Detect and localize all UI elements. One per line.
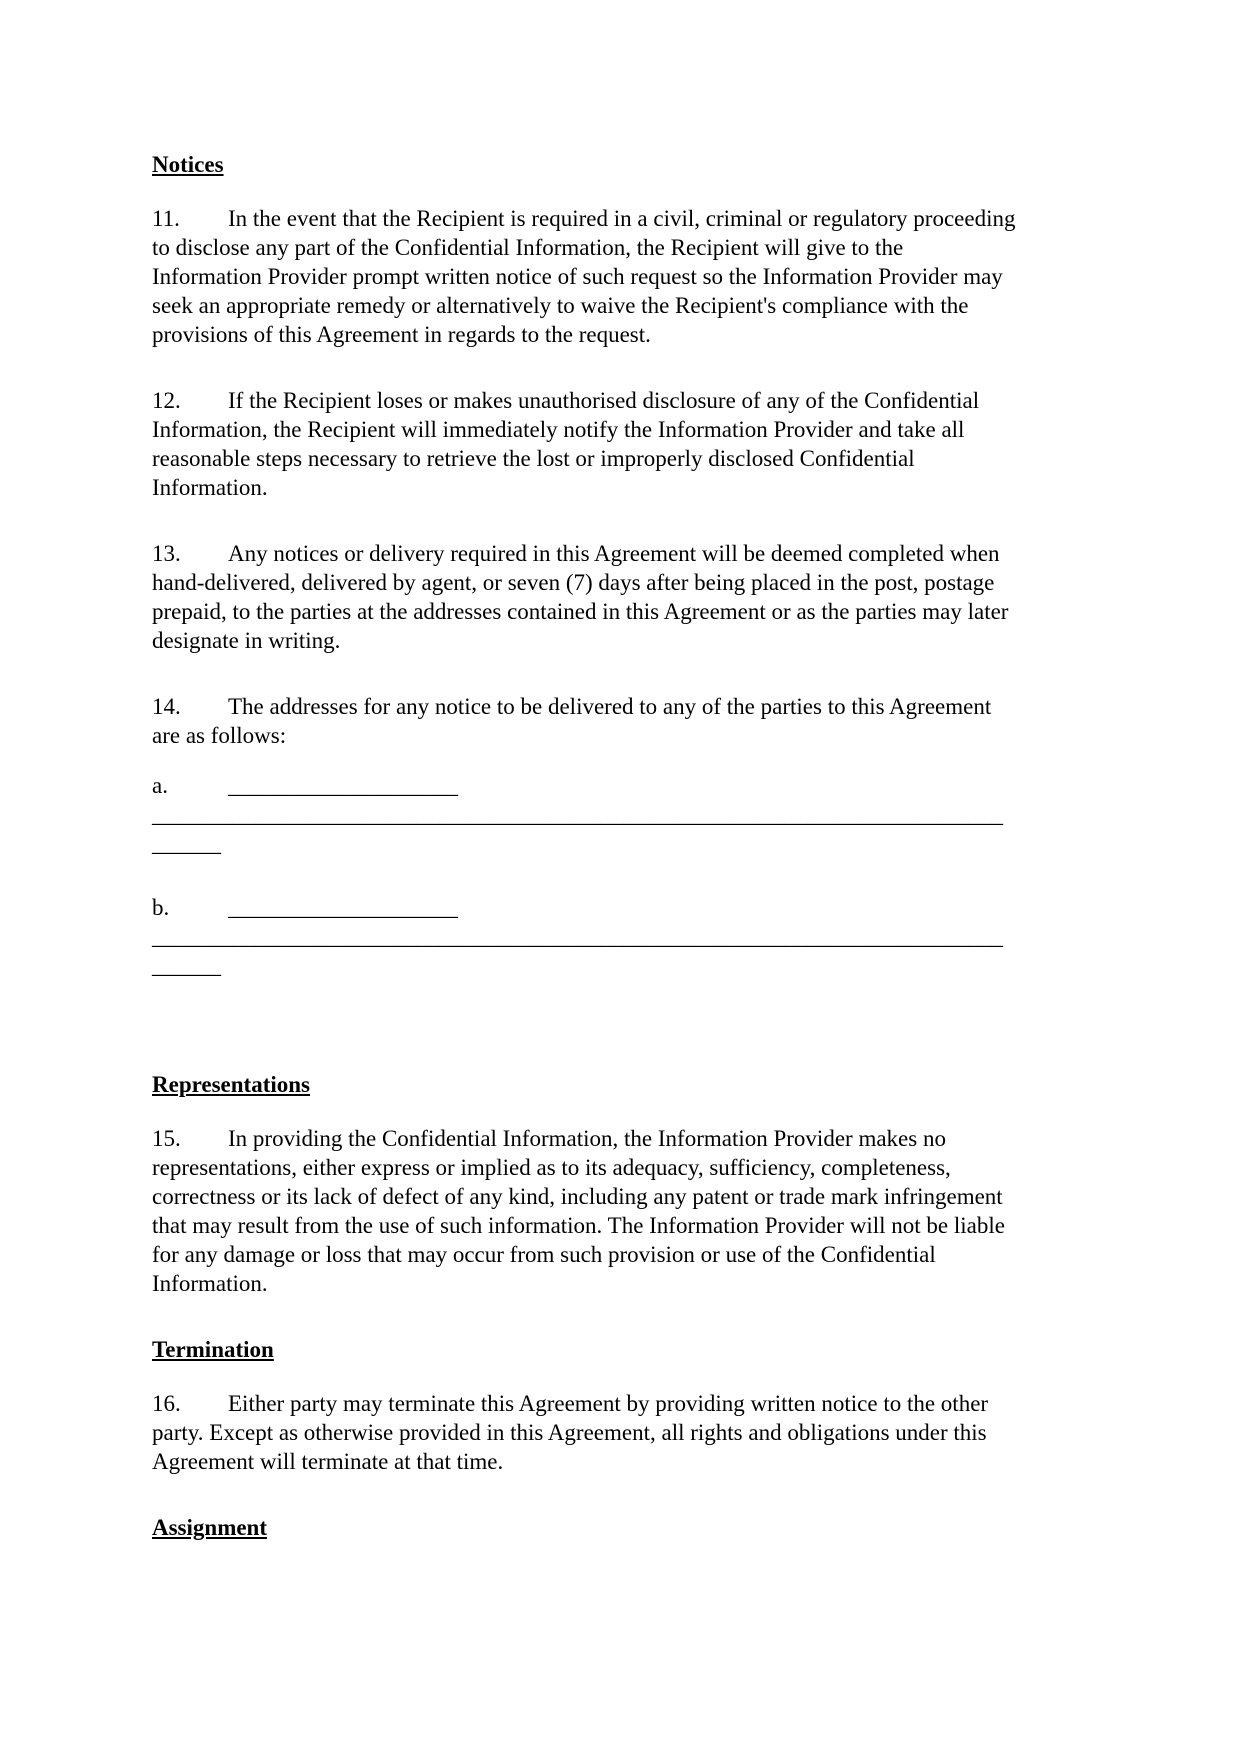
clause-12-line-1 xyxy=(152,386,1092,415)
clause-number: 12. xyxy=(152,388,181,413)
clause-number: 13. xyxy=(152,541,181,566)
clause-text: The addresses for any notice to be delivered to any of the parties to this Agreement xyxy=(228,694,992,719)
clause-12-line-2: Information, the Recipient will immediately notify the Information Provider and take all xyxy=(152,417,965,442)
clause-15-line-3: correctness or its lack of defect of any kind, including any patent or trade mark infringement xyxy=(152,1184,1003,1209)
clause-number: 16. xyxy=(152,1391,181,1416)
address-name-blank: ____________________ xyxy=(228,895,458,920)
clause-11-line-2: to disclose any part of the Confidential Information, the Recipient will give to the xyxy=(152,235,904,260)
clause-text: If the Recipient loses or makes unauthorised disclosure of any of the Confidential xyxy=(228,388,980,413)
clause-12-line-3: reasonable steps necessary to retrieve the lost or improperly disclosed Confidential xyxy=(152,446,915,471)
clause-14-line-2: are as follows: xyxy=(152,723,287,748)
address-b-line-blank: __________________________________________________________________________ xyxy=(152,924,1003,949)
clause-15-line-1 xyxy=(152,1124,1092,1153)
clause-15-line-6: Information. xyxy=(152,1271,268,1296)
clause-number: 14. xyxy=(152,694,181,719)
clause-text: In providing the Confidential Information, the Information Provider makes no xyxy=(228,1126,946,1151)
clause-12-line-4: Information. xyxy=(152,475,268,500)
clause-14-line-1 xyxy=(152,692,1092,721)
clause-11-line-3: Information Provider prompt written notice of such request so the Information Provider may xyxy=(152,264,1003,289)
clause-15 xyxy=(152,1124,1092,1298)
clause-15-line-5: for any damage or loss that may occur from such provision or use of the Confidential xyxy=(152,1242,936,1267)
clause-text: Either party may terminate this Agreement by providing written notice to the other xyxy=(228,1391,989,1416)
address-a-line-blank: __________________________________________________________________________ xyxy=(152,802,1003,827)
clause-13-line-2: hand-delivered, delivered by agent, or seven (7) days after being placed in the post, postage xyxy=(152,570,995,595)
address-name-blank: ____________________ xyxy=(228,773,458,798)
clause-13-line-3: prepaid, to the parties at the addresses contained in this Agreement or as the parties may later xyxy=(152,599,1009,624)
address-b-end-blank: ______ xyxy=(152,953,221,978)
clause-text: Any notices or delivery required in this Agreement will be deemed completed when xyxy=(228,541,1000,566)
clause-16-line-1 xyxy=(152,1389,1092,1418)
clause-16-line-3: Agreement will terminate at that time. xyxy=(152,1449,504,1474)
clause-16-line-2: party. Except as otherwise provided in this Agreement, all rights and obligations under this xyxy=(152,1420,987,1445)
clause-15-line-2: representations, either express or implied as to its adequacy, sufficiency, completeness, xyxy=(152,1155,951,1180)
clause-15-line-4: that may result from the use of such information. The Information Provider will not be liable xyxy=(152,1213,1005,1238)
clause-12 xyxy=(152,386,1092,502)
address-b xyxy=(152,893,1092,980)
clause-11-line-4: seek an appropriate remedy or alternatively to waive the Recipient's compliance with the xyxy=(152,293,969,318)
section-heading-assignment: Assignment xyxy=(152,1515,268,1540)
clause-11-line-1 xyxy=(152,204,1092,233)
clause-text: In the event that the Recipient is required in a civil, criminal or regulatory proceeding xyxy=(228,206,1016,231)
clause-16 xyxy=(152,1389,1092,1476)
address-a-name-line xyxy=(152,771,1092,800)
clause-13-line-4: designate in writing. xyxy=(152,628,341,653)
address-label: a. xyxy=(152,773,168,798)
section-heading-notices: Notices xyxy=(152,152,224,177)
clause-number: 11. xyxy=(152,206,180,231)
address-a xyxy=(152,771,1092,858)
section-heading-representations: Representations xyxy=(152,1072,311,1097)
clause-14 xyxy=(152,692,1092,750)
address-a-end-blank: ______ xyxy=(152,831,221,856)
address-label: b. xyxy=(152,895,170,920)
clause-13 xyxy=(152,539,1092,655)
clause-11 xyxy=(152,204,1092,349)
clause-13-line-1 xyxy=(152,539,1092,568)
address-b-name-line xyxy=(152,893,1092,922)
section-heading-termination: Termination xyxy=(152,1337,274,1362)
clause-11-line-5: provisions of this Agreement in regards to the request. xyxy=(152,322,651,347)
clause-number: 15. xyxy=(152,1126,181,1151)
